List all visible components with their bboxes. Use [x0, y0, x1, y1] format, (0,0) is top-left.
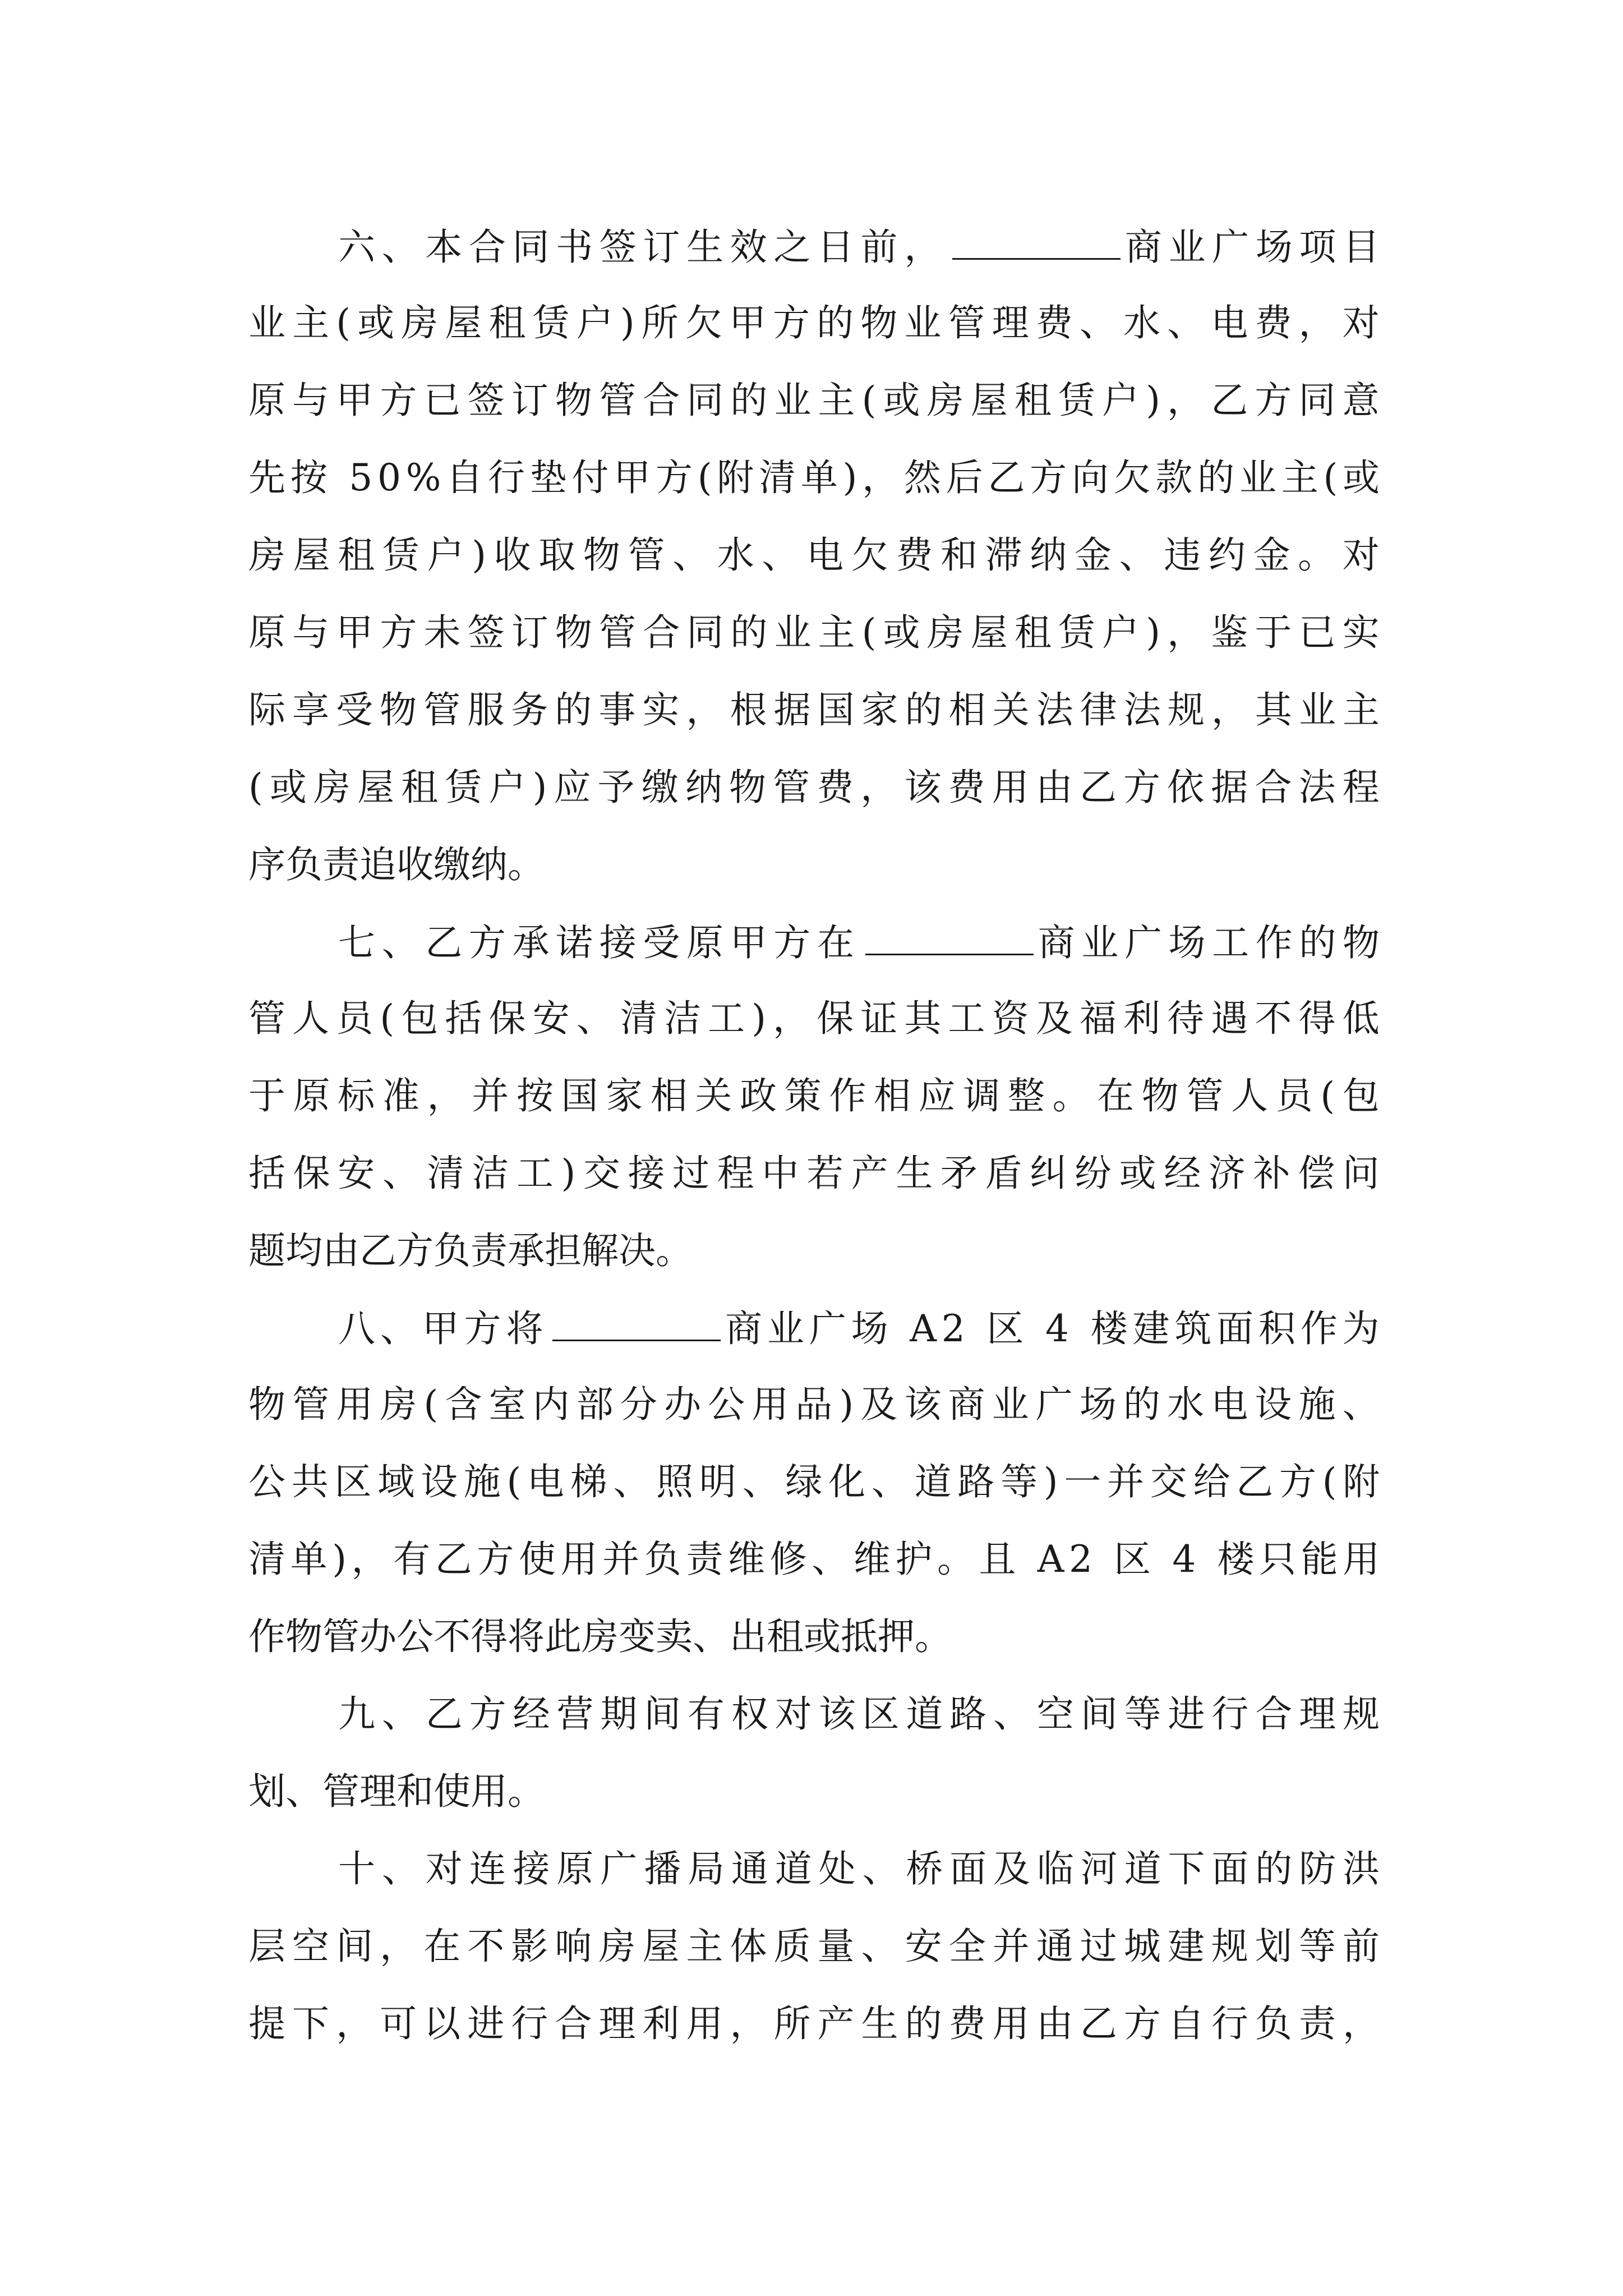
text-line-p9-l1	[338, 1692, 1386, 1737]
text-line-p8-l4	[248, 1537, 1385, 1582]
text-segment: 八、甲方将	[338, 1307, 548, 1350]
text-segment: 于原标准，并按国家相关政策作相应调整。在物管人员(包	[248, 1074, 1387, 1117]
text-line-p10-l3	[248, 2001, 1386, 2046]
text-line-p7-l5	[248, 1228, 693, 1273]
text-line-p6-l3	[248, 378, 1386, 423]
text-segment: 管人员(包括保安、清洁工)，保证其工资及福利待遇不得低	[248, 997, 1386, 1040]
text-line-p8-l1	[338, 1305, 1385, 1350]
text-line-p10-l1	[338, 1847, 1386, 1892]
text-segment: 九、乙方经营期间有权对该区道路、空间等进行合理规	[338, 1692, 1386, 1736]
text-segment: 层空间，在不影响房屋主体质量、安全并通过城建规划等前	[248, 1925, 1387, 1968]
text-segment: 业主(或房屋租赁户)所欠甲方的物业管理费、水、电费，对	[248, 301, 1386, 344]
text-segment: 六、本合同书签订生效之日前，	[338, 226, 948, 269]
text-segment: (或房屋租赁户)应予缴纳物管费，该费用由乙方依据合法程	[248, 766, 1386, 809]
text-segment: 七、乙方承诺接受原甲方在	[338, 921, 861, 964]
text-line-p6-l8	[248, 765, 1386, 810]
text-line-p8-l2	[248, 1382, 1386, 1427]
text-segment: 物管用房(含室内部分办公用品)及该商业广场的水电设施、	[248, 1383, 1386, 1426]
text-line-p7-l1	[338, 919, 1386, 964]
text-segment: 作物管办公不得将此房变卖、出租或抵押。	[248, 1615, 952, 1658]
text-segment: 公共区域设施(电梯、照明、绿化、道路等)一并交给乙方(附	[248, 1460, 1386, 1503]
text-line-p6-l1	[338, 223, 1386, 268]
text-segment: 际享受物管服务的事实，根据国家的相关法律法规，其业主	[248, 688, 1387, 731]
text-segment: 序负责追收缴纳。	[248, 843, 545, 886]
fill-in-blank	[552, 1305, 721, 1341]
text-segment: 原与甲方已签订物管合同的业主(或房屋租赁户)，乙方同意	[248, 379, 1386, 422]
text-line-p10-l2	[248, 1924, 1386, 1969]
text-segment: 先按 50%自行垫付甲方(附清单)，然后乙方向欠款的业主(或	[248, 456, 1385, 499]
text-line-p6-l4	[248, 455, 1385, 500]
text-segment: 提下，可以进行合理利用，所产生的费用由乙方自行负责，	[248, 2002, 1387, 2045]
text-segment: 商业广场项目	[1124, 226, 1386, 269]
text-line-p6-l9	[248, 843, 545, 887]
text-segment: 原与甲方未签订物管合同的业主(或房屋租赁户)，鉴于已实	[248, 611, 1386, 654]
text-segment: 划、管理和使用。	[248, 1770, 545, 1813]
text-line-p6-l7	[248, 688, 1386, 733]
text-line-p9-l2	[248, 1769, 545, 1814]
text-line-p7-l4	[248, 1151, 1387, 1196]
fill-in-blank	[865, 919, 1034, 955]
fill-in-blank	[952, 223, 1121, 260]
text-line-p6-l6	[248, 610, 1386, 655]
text-line-p8-l5	[248, 1614, 952, 1659]
text-segment: 括保安、清洁工)交接过程中若产生矛盾纠纷或经济补偿问	[248, 1152, 1387, 1195]
text-segment: 清单)，有乙方使用并负责维修、维护。且 A2 区 4 楼只能用	[248, 1538, 1385, 1581]
text-line-p6-l5	[248, 533, 1387, 578]
text-segment: 十、对连接原广播局通道处、桥面及临河道下面的防洪	[338, 1847, 1386, 1890]
text-segment: 商业广场 A2 区 4 楼建筑面积作为	[725, 1307, 1385, 1350]
text-segment: 商业广场工作的物	[1038, 921, 1386, 964]
text-line-p7-l2	[248, 996, 1386, 1041]
text-segment: 题均由乙方负责承担解决。	[248, 1229, 693, 1272]
text-line-p7-l3	[248, 1074, 1387, 1119]
text-segment: 房屋租赁户)收取物管、水、电欠费和滞纳金、违约金。对	[248, 533, 1387, 577]
text-line-p6-l2	[248, 301, 1386, 346]
text-line-p8-l3	[248, 1460, 1386, 1504]
